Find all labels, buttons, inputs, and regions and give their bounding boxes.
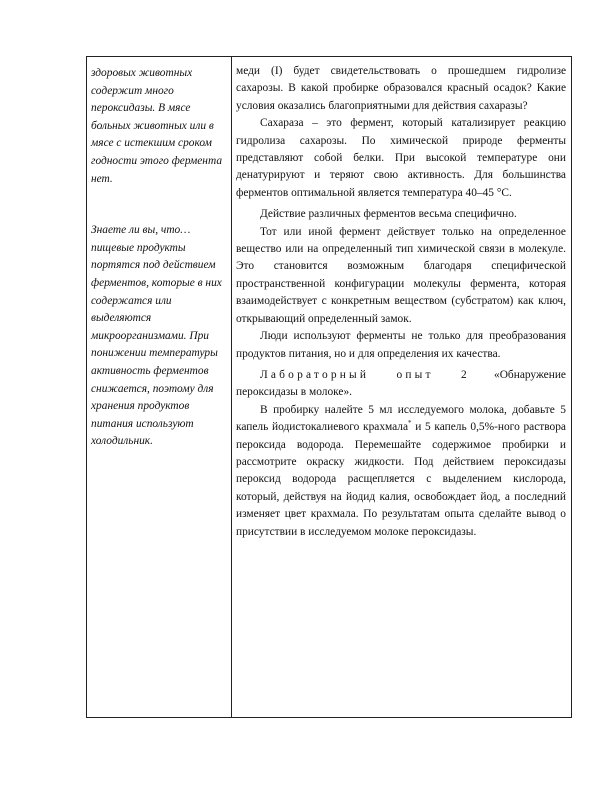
margin-note-peroxidase: здоровых животных содержит много пероксидазы. В мясе больных животных или в мясе с истекшим сроком годности этого фермента нет. [91, 67, 223, 185]
footnote-mark: * [408, 419, 412, 428]
paragraph-food-quality: Люди используют ферменты не только для преобразования продуктов питания, но и для определения их качества. [236, 330, 566, 360]
lab-experiment-label: Лабораторный опыт 2 [260, 368, 470, 381]
paragraph-specificity: Действие различных ферментов весьма специфично. [260, 208, 517, 221]
main-text-column [233, 57, 569, 717]
margin-notes-column [87, 57, 231, 717]
procedure-text-part-1: В пробирку налейте 5 мл исследуемого молока, добавьте 5 капель йодистокалиевого крахмала [236, 403, 566, 434]
paragraph-lab-procedure [236, 402, 566, 541]
procedure-text-part-2: и 5 капель 0,5%-ного раствора пероксида водорода. Перемешайте содержимое пробирки и рассмотрите окраску жидкости. Под действием пероксидазы пероксид водорода расщепляется с выделением кислорода, который, действуя на йодид калия, освобождает йод, а последний изменяет цвет крахмала. По результатам опыта сделайте вывод о присутствии в исследуемом молоке пероксидазы. [236, 421, 566, 538]
content-table [86, 56, 572, 718]
paragraph-sucrase: Сахараза – это фермент, который катализирует реакцию гидролиза сахарозы. По химической природе ферменты представляют собой белки. При высокой температуре они денатурируют и теряют свою активность. Для большинства ферментов оптимальной является температура 40–45 °С. [236, 117, 566, 199]
margin-note-did-you-know: Знаете ли вы, что… пищевые продукты портятся под действием ферментов, которые в них содержатся или выделяются микроорганизмами. При понижении температуры активность ферментов снижается, поэтому для хранения продуктов питания используют холодильник. [91, 224, 222, 448]
column-divider [231, 57, 232, 717]
lab-experiment-title: «Обнаружение пероксидазы в молоке». [236, 368, 566, 399]
paragraph-enzyme-substrate: Тот или иной фермент действует только на определенное вещество или на определенный тип химической связи в молекуле. Это становится возможным благодаря специфической пространственной конфигурации молекулы фермента, которая взаимодействует с конкретным веществом (субстратом) как ключ, открывающий определенный замок. [236, 225, 566, 325]
paragraph-copper-result: меди (I) будет свидетельствовать о прошедшем гидролизе сахарозы. В какой пробирке образовался красный осадок? Какие условия оказались благоприятными для действия сахаразы? [236, 65, 566, 112]
lab-experiment-heading [236, 367, 566, 402]
